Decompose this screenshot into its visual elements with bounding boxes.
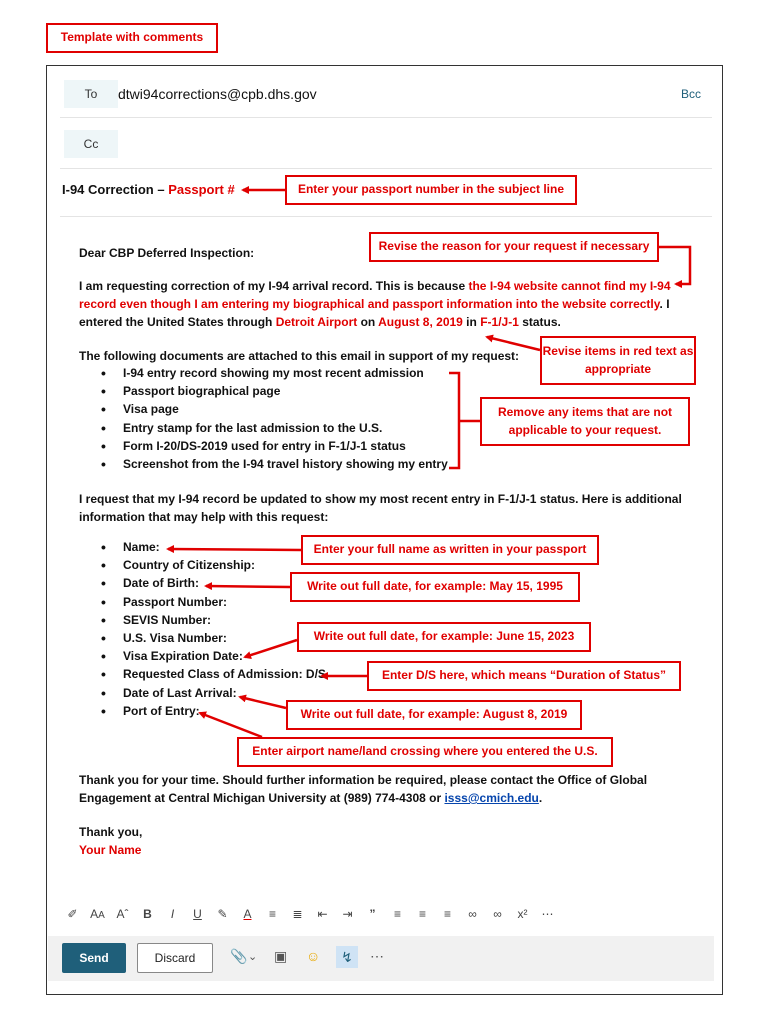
annotation-name xyxy=(301,535,599,565)
p2-text: I request that my I-94 record be updated to show my most recent entry in F-1/J-1 status. Here is additional information that may help with this request: xyxy=(79,492,682,524)
p1-text-b: . I entered the United States through xyxy=(79,297,670,329)
annotation-reason xyxy=(369,232,659,262)
divider xyxy=(60,216,712,217)
p1-airport: Detroit Airport xyxy=(275,315,358,329)
list-item: • Screenshot from the I-94 travel history showing my entry xyxy=(79,455,448,473)
paragraph-2 xyxy=(79,490,691,526)
closing-text: Thank you for your time. Should further information be required, please contact the Office of Global Engagement at Central Michigan University at (989) 774-4308 or xyxy=(79,773,648,805)
bold-icon[interactable]: B xyxy=(143,907,152,921)
field-class-admission: • Requested Class of Admission: D/S xyxy=(79,665,326,683)
list-item: • I-94 entry record showing my most recent admission xyxy=(79,364,448,382)
font-color-icon[interactable]: A xyxy=(243,907,252,921)
closing-end: . xyxy=(538,791,543,805)
annotation-text: Write out full date, for example: August 8, 2019 xyxy=(300,707,568,722)
italic-icon[interactable]: I xyxy=(170,907,175,921)
decrease-indent-icon[interactable]: ⇤ xyxy=(317,907,328,921)
greeting xyxy=(79,244,254,262)
info-fields-list xyxy=(79,538,326,720)
send-label: Send xyxy=(79,951,109,965)
subject-line[interactable] xyxy=(62,182,235,197)
discard-label: Discard xyxy=(154,951,196,965)
annotation-dob xyxy=(290,572,580,602)
bullets-icon[interactable]: ≡ xyxy=(268,907,276,921)
more-icon[interactable]: ⋯ xyxy=(541,907,554,921)
documents-list xyxy=(79,364,448,473)
field-last-arrival: • Date of Last Arrival: xyxy=(79,684,326,702)
field-port-entry: • Port of Entry: xyxy=(79,702,326,720)
signoff-text: Thank you, xyxy=(79,825,143,839)
signature xyxy=(79,841,141,859)
numbering-icon[interactable]: ≣ xyxy=(292,907,303,921)
annotation-ds xyxy=(367,661,681,691)
annotation-text: Write out full date, for example: May 15, 1995 xyxy=(307,579,563,594)
annotation-text: Enter D/S here, which means “Duration of Status” xyxy=(381,668,667,683)
subject-passport-placeholder: Passport # xyxy=(168,182,235,197)
annotation-text: Enter airport name/land crossing where you entered the U.S. xyxy=(252,744,598,759)
cc-button[interactable] xyxy=(64,130,118,158)
send-bar xyxy=(48,936,714,981)
link-icon[interactable]: ∞ xyxy=(468,907,477,921)
annotation-text: Revise items in red text as appropriate xyxy=(542,344,694,376)
unlink-icon[interactable]: ∞ xyxy=(493,907,502,921)
divider xyxy=(60,117,712,118)
more-options-icon[interactable]: ⋯ xyxy=(370,948,384,964)
annotation-text: Remove any items that are not applicable to your request. xyxy=(497,405,673,437)
p1-date: August 8, 2019 xyxy=(378,315,463,329)
list-item: • Entry stamp for the last admission to the U.S. xyxy=(79,419,448,437)
increase-indent-icon[interactable]: ⇥ xyxy=(342,907,353,921)
contact-email-link[interactable]: isss@cmich.edu xyxy=(444,791,539,805)
annotation-passport xyxy=(285,175,577,205)
list-item: • Passport biographical page xyxy=(79,382,448,400)
paragraph-1 xyxy=(79,277,691,331)
align-left-icon[interactable]: ≡ xyxy=(393,907,401,921)
greeting-text: Dear CBP Deferred Inspection: xyxy=(79,246,255,260)
editor-icon[interactable]: ↯ xyxy=(336,946,358,968)
documents-intro-text: The following documents are attached to this email in support of my request: xyxy=(79,349,520,363)
to-recipient[interactable] xyxy=(118,86,317,102)
bcc-label: Bcc xyxy=(681,87,702,101)
quote-icon[interactable]: ” xyxy=(369,907,376,921)
cc-label: Cc xyxy=(83,137,99,151)
annotation-last-arrival xyxy=(286,700,582,730)
image-icon[interactable]: ▣ xyxy=(274,948,288,964)
send-button[interactable] xyxy=(62,943,126,973)
p1-text-e: status. xyxy=(518,315,561,329)
list-item: • Visa page xyxy=(79,400,448,418)
field-sevis: • SEVIS Number: xyxy=(79,611,326,629)
bcc-button[interactable] xyxy=(681,87,701,101)
template-banner-text: Template with comments xyxy=(60,30,204,45)
field-visa-number: • U.S. Visa Number: xyxy=(79,629,326,647)
field-name: • Name: xyxy=(79,538,326,556)
attach-icon[interactable]: 📎 xyxy=(230,948,248,964)
signature-text: Your Name xyxy=(79,843,142,857)
annotation-port-entry xyxy=(237,737,613,767)
list-item: • Form I-20/DS-2019 used for entry in F-1/J-1 status xyxy=(79,437,448,455)
annotation-text: Write out full date, for example: June 15, 2023 xyxy=(313,629,575,644)
field-dob: • Date of Birth: xyxy=(79,574,326,592)
underline-icon[interactable]: U xyxy=(193,907,202,921)
annotation-text: Revise the reason for your request if necessary xyxy=(378,239,650,254)
font-size-decrease-icon[interactable]: AA xyxy=(90,907,105,921)
p1-text-d: in xyxy=(462,315,481,329)
annotation-text: Enter your passport number in the subject line xyxy=(297,182,565,197)
field-country: • Country of Citizenship: xyxy=(79,556,326,574)
to-label: To xyxy=(84,87,98,101)
superscript-icon[interactable]: x² xyxy=(517,907,528,921)
chevron-down-icon[interactable]: ⌄ xyxy=(248,951,258,963)
to-button[interactable] xyxy=(64,80,118,108)
documents-intro xyxy=(79,347,519,365)
annotation-visa-expiration xyxy=(297,622,591,652)
paint-format-icon[interactable]: ✐ xyxy=(67,907,78,921)
subject-prefix: I-94 Correction – xyxy=(62,182,169,197)
align-right-icon[interactable]: ≡ xyxy=(443,907,451,921)
signoff xyxy=(79,823,142,841)
discard-button[interactable] xyxy=(137,943,213,973)
p1-text-a: I am requesting correction of my I-94 arrival record. This is because xyxy=(79,279,469,293)
field-visa-expiration: • Visa Expiration Date: xyxy=(79,647,326,665)
p1-reason: the I-94 website cannot find my I-94 record even though I am entering my biographical and passport information into the website correctly xyxy=(79,279,671,311)
to-value: dtwi94corrections@cpb.dhs.gov xyxy=(118,86,317,102)
emoji-icon[interactable]: ☺ xyxy=(306,948,321,964)
p1-text-c: on xyxy=(357,315,379,329)
highlight-icon[interactable]: ✎ xyxy=(217,907,228,921)
closing-paragraph xyxy=(79,771,691,807)
template-banner xyxy=(46,23,218,53)
annotation-red-text xyxy=(540,336,696,385)
annotation-remove xyxy=(480,397,690,446)
align-center-icon[interactable]: ≡ xyxy=(418,907,426,921)
divider xyxy=(60,168,712,169)
font-size-increase-icon[interactable]: Aˆ xyxy=(116,907,129,921)
field-passport: • Passport Number: xyxy=(79,593,326,611)
annotation-text: Enter your full name as written in your passport xyxy=(313,542,587,557)
p1-status: F-1/J-1 xyxy=(480,315,519,329)
formatting-toolbar xyxy=(60,902,710,926)
